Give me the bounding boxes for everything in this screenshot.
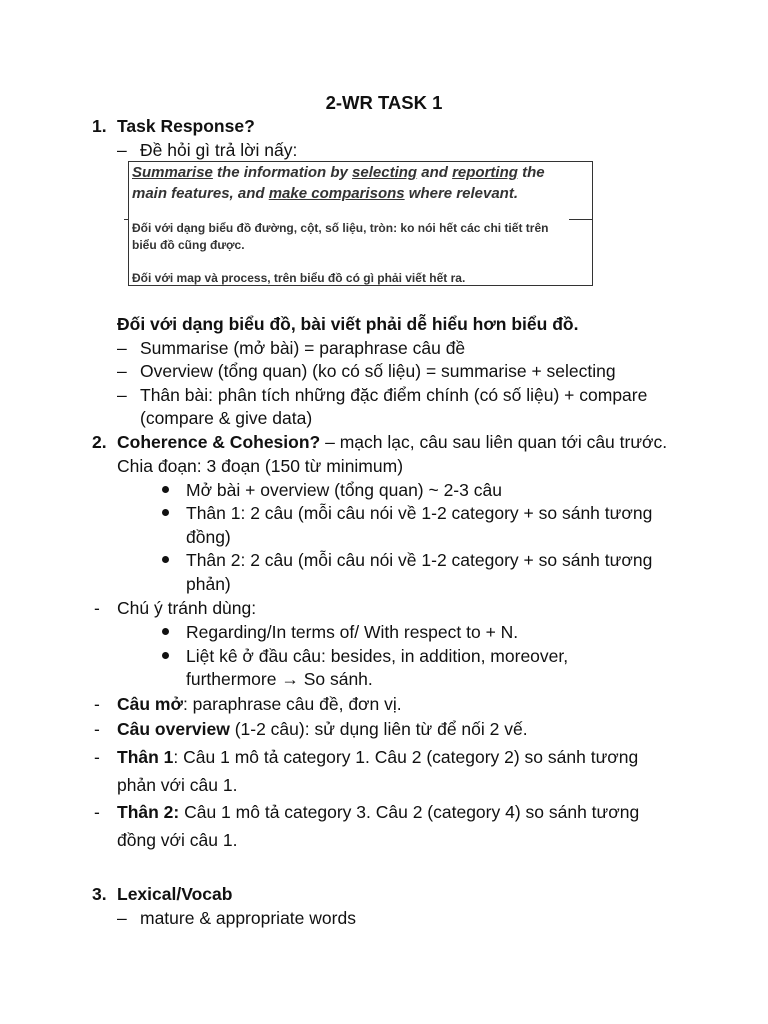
- hyphen-marker: -: [94, 598, 100, 618]
- task-quote-line-1: [132, 163, 545, 183]
- dash-marker: –: [117, 338, 127, 358]
- hyphen-marker: -: [94, 747, 100, 767]
- bullet-dot: [162, 509, 169, 516]
- section-1-heading: Task Response?: [117, 116, 255, 136]
- quote-text: the information by: [212, 164, 353, 181]
- note-label: Câu mở: [117, 694, 183, 714]
- note-label: Câu overview: [117, 719, 230, 739]
- question-line: Đề hỏi gì trả lời nấy:: [140, 140, 298, 160]
- note-text: : paraphrase câu đề, đơn vị.: [182, 694, 402, 714]
- note-line: [117, 746, 638, 768]
- list-item: Overview (tổng quan) (ko có số liệu) = summarise + selecting: [140, 361, 616, 381]
- note-label: Thân 2:: [117, 802, 180, 822]
- bullet-item-continuation: [186, 668, 373, 690]
- section-1-number: 1.: [92, 116, 107, 136]
- hyphen-marker: -: [94, 802, 100, 822]
- list-item: Summarise (mở bài) = paraphrase câu đề: [140, 338, 466, 358]
- quote-text: main features, and: [132, 185, 269, 202]
- section-2-heading-rest: – mạch lạc, câu sau liên quan tới câu trước.: [320, 432, 668, 452]
- bullet-item: Thân 1: 2 câu (mỗi câu nói về 1-2 category + so sánh tương: [186, 503, 653, 523]
- bullet-text: So sánh.: [298, 669, 373, 689]
- note-line: [117, 693, 402, 715]
- quote-make-comparisons: make comparisons: [268, 185, 405, 202]
- bullet-dot: [162, 556, 169, 563]
- box-divider-left: [124, 219, 129, 220]
- bullet-dot: [162, 628, 169, 635]
- quote-text: the: [517, 164, 545, 181]
- dash-marker: –: [117, 140, 127, 160]
- note-text: (1-2 câu): sử dụng liên từ để nối 2 vế.: [229, 719, 528, 739]
- hyphen-marker: -: [94, 719, 100, 739]
- hyphen-marker: -: [94, 694, 100, 714]
- bullet-item: Mở bài + overview (tổng quan) ~ 2-3 câu: [186, 480, 502, 500]
- bullet-item-continuation: phản): [186, 574, 231, 594]
- dash-marker: –: [117, 361, 127, 381]
- bullet-dot: [162, 486, 169, 493]
- bullet-dot: [162, 652, 169, 659]
- section-2-heading: Coherence & Cohesion?: [117, 432, 321, 452]
- bullet-item: Liệt kê ở đầu câu: besides, in addition, moreover,: [186, 646, 569, 666]
- box-note-1-line-2: biểu đồ cũng được.: [132, 238, 245, 252]
- bold-statement: Đối với dạng biểu đồ, bài viết phải dễ hiểu hơn biểu đồ.: [117, 314, 579, 334]
- note-line: [117, 801, 639, 823]
- avoid-label: Chú ý tránh dùng:: [117, 598, 257, 618]
- bullet-text: furthermore: [186, 669, 277, 689]
- box-divider-right: [569, 219, 593, 220]
- paragraph-division-line: Chia đoạn: 3 đoạn (150 từ minimum): [117, 456, 404, 476]
- note-text: Câu 1 mô tả category 3. Câu 2 (category 4) so sánh tương: [179, 802, 640, 822]
- quote-reporting: reporting: [452, 164, 518, 181]
- dash-marker: –: [117, 908, 127, 928]
- arrow-right-icon: →: [281, 669, 299, 689]
- quote-selecting: selecting: [352, 164, 418, 181]
- task-prompt-box: [128, 161, 593, 286]
- note-continuation: đồng với câu 1.: [117, 830, 238, 850]
- note-text: : Câu 1 mô tả category 1. Câu 2 (category 2) so sánh tương: [173, 747, 639, 767]
- quote-text: and: [417, 164, 453, 181]
- box-note-1-line-1: Đối với dạng biểu đồ đường, cột, số liệu, tròn: ko nói hết các chi tiết trên: [132, 221, 549, 235]
- bullet-item-continuation: đồng): [186, 527, 231, 547]
- document-title: 2-WR TASK 1: [325, 92, 443, 113]
- section-2-number: 2.: [92, 432, 107, 452]
- bullet-item: Regarding/In terms of/ With respect to + N.: [186, 622, 519, 642]
- dash-marker: –: [117, 385, 127, 405]
- task-quote-line-2: [132, 184, 518, 204]
- section-2-heading-line: [117, 431, 667, 453]
- list-item-continuation: (compare & give data): [140, 408, 313, 428]
- list-item: Thân bài: phân tích những đặc điểm chính (có số liệu) + compare: [140, 385, 648, 405]
- quote-text: where relevant.: [404, 185, 519, 202]
- section-3-heading: Lexical/Vocab: [117, 884, 233, 904]
- box-note-2: Đối với map và process, trên biểu đồ có gì phải viết hết ra.: [132, 271, 466, 285]
- section-3-number: 3.: [92, 884, 107, 904]
- list-item: mature & appropriate words: [140, 908, 356, 928]
- note-line: [117, 718, 528, 740]
- note-label: Thân 1: [117, 747, 174, 767]
- note-continuation: phản với câu 1.: [117, 775, 238, 795]
- bullet-item: Thân 2: 2 câu (mỗi câu nói về 1-2 category + so sánh tương: [186, 550, 653, 570]
- quote-summarise: Summarise: [132, 164, 213, 181]
